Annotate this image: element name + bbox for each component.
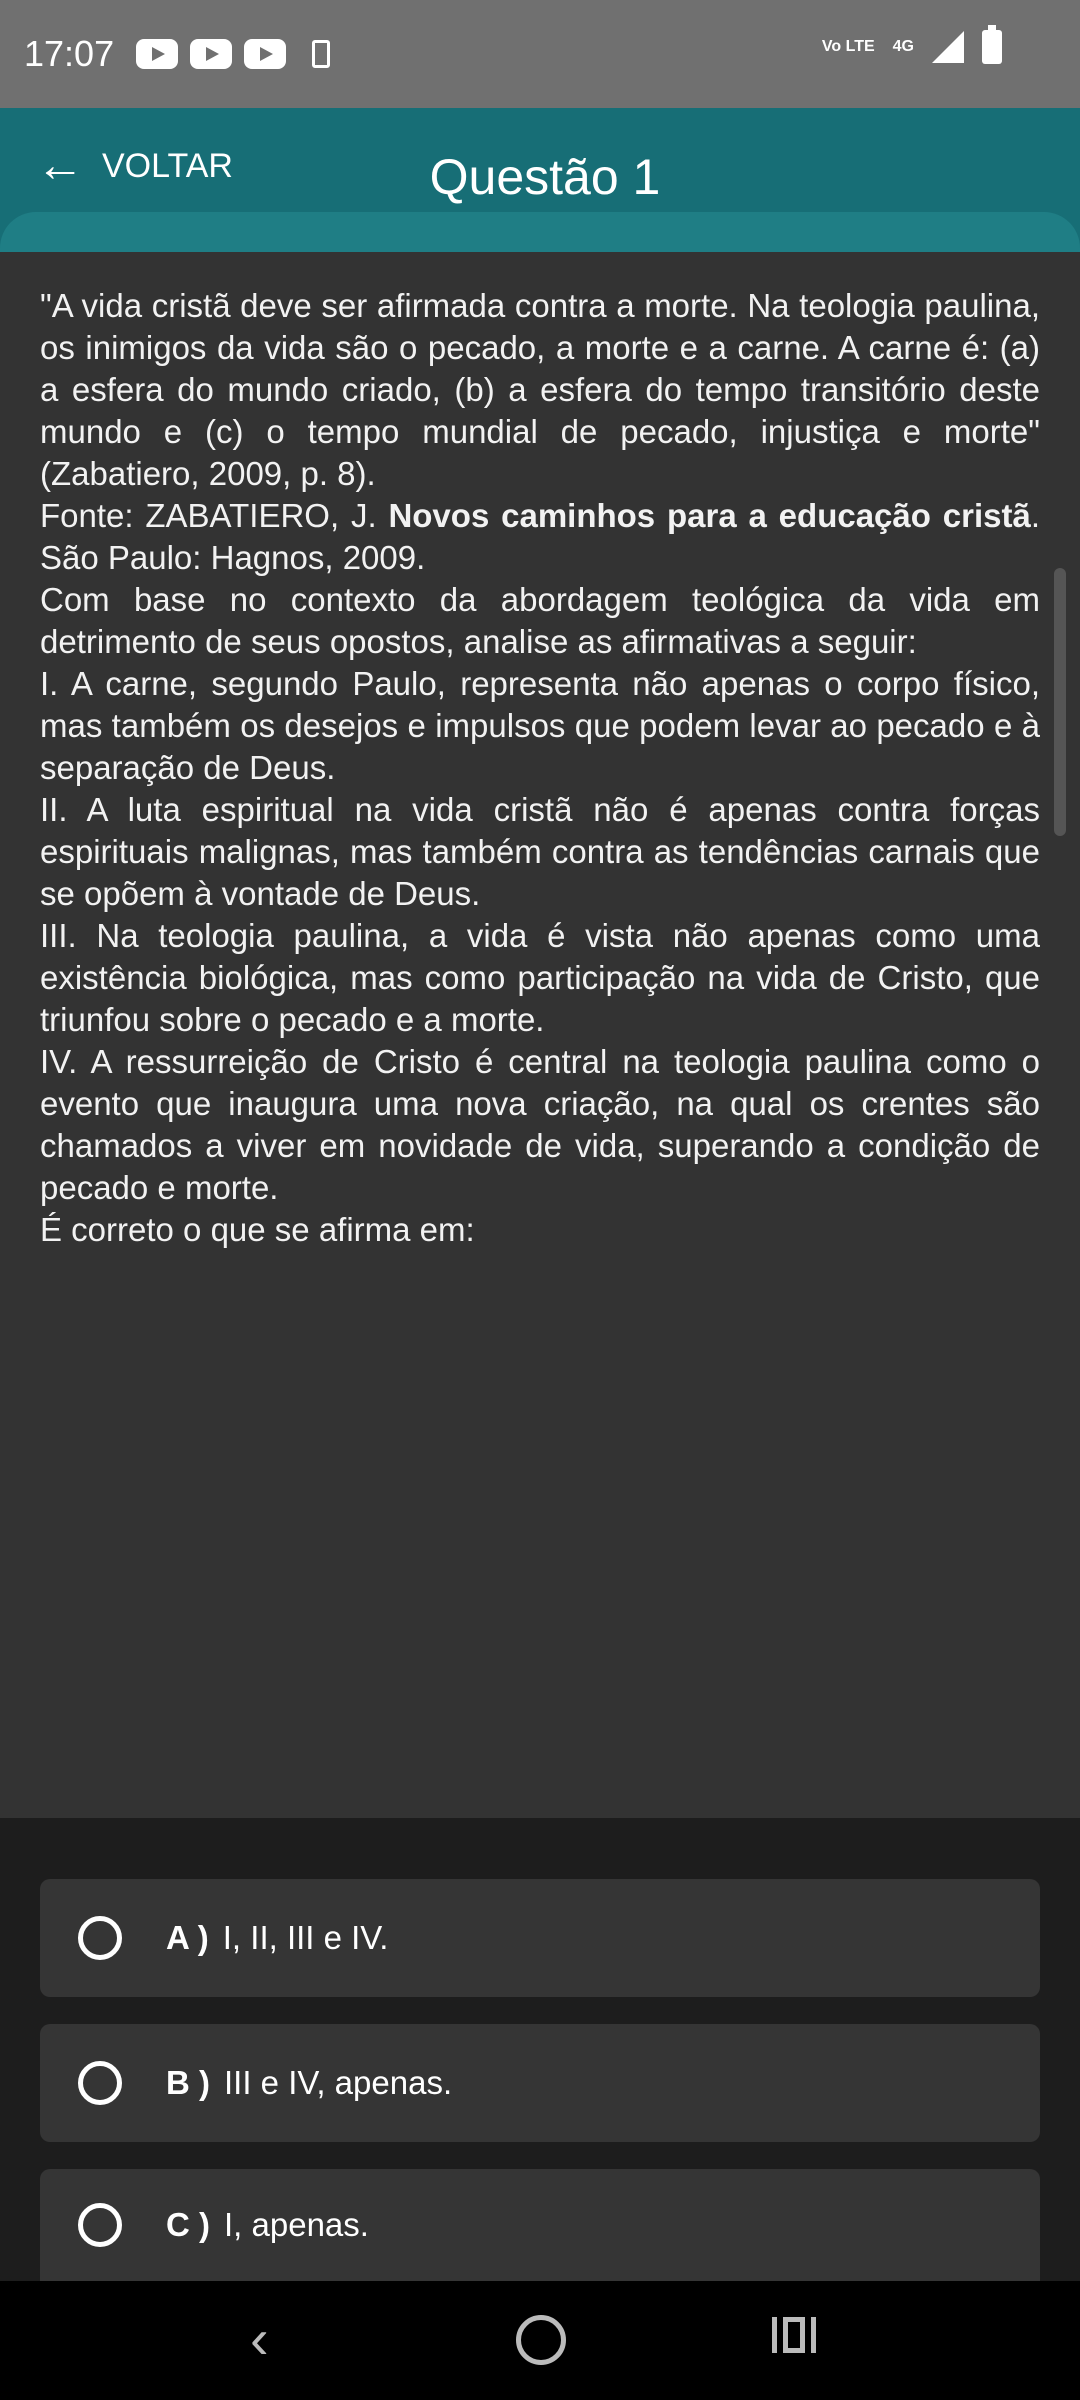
scrollbar[interactable] (1054, 568, 1066, 836)
question-prompt: É correto o que se afirma em: (40, 1211, 475, 1248)
back-label: VOLTAR (102, 146, 233, 185)
header-curve (0, 212, 1080, 252)
source-title: Novos caminhos para a educação cristã (388, 497, 1031, 534)
youtube-notification-icon (244, 39, 286, 69)
option-text: III e IV, apenas. (224, 2064, 453, 2101)
arrow-left-icon: ← (36, 139, 84, 192)
affirmative-4: IV. A ressurreição de Cristo é central na teologia paulina como o evento que inaugura uma nova criação, na qual os crentes são chamados a viver em novidade de vida, superando a condição de pecado e morte. (40, 1043, 1040, 1206)
system-status-icons (822, 30, 1002, 64)
question-source (40, 495, 1040, 579)
option-text: I, apenas. (224, 2206, 369, 2243)
radio-icon[interactable] (78, 1916, 122, 1960)
nav-back-icon[interactable]: ‹ (250, 2307, 269, 2370)
question-context: Com base no contexto da abordagem teológica da vida em detrimento de seus opostos, analise as afirmativas a seguir: (40, 581, 1040, 660)
network-type: 4G (892, 38, 914, 55)
source-prefix: Fonte: ZABATIERO, J. (40, 497, 389, 534)
question-content (40, 285, 1040, 1251)
page-title: Questão 1 (429, 149, 661, 205)
youtube-notification-icon (136, 39, 178, 69)
affirmative-2: II. A luta espiritual na vida cristã não é apenas contra forças espirituais malignas, mas também contra as tendências carnais que se opõem à vontade de Deus. (40, 791, 1040, 912)
status-time: 17:07 (24, 33, 115, 74)
radio-icon[interactable] (78, 2203, 122, 2247)
volte-indicator: Vo LTE (821, 38, 875, 55)
nav-recents-icon[interactable] (772, 2313, 816, 2357)
option-letter: B ) (166, 2064, 210, 2101)
option-b[interactable] (40, 2024, 1040, 2142)
option-text: I, II, III e IV. (222, 1919, 389, 1956)
question-quote: "A vida cristã deve ser afirmada contra a morte. Na teologia paulina, os inimigos da vida são o pecado, a morte e a carne. A carne é: (a) a esfera do mundo criado, (b) a esfera do tempo transitório deste mundo e (c) o tempo mundial de pecado, injustiça e morte" (Zabatiero, 2009, p. 8). (40, 287, 1040, 492)
option-c[interactable] (40, 2169, 1040, 2281)
source-suffix: . São Paulo: Hagnos, 2009. (40, 497, 1040, 576)
option-letter: A ) (166, 1919, 209, 1956)
nav-home-icon[interactable] (516, 2315, 566, 2365)
affirmative-1: I. A carne, segundo Paulo, representa não apenas o corpo físico, mas também os desejos e impulsos que podem levar ao pecado e à separação de Deus. (40, 665, 1040, 786)
option-a[interactable] (40, 1879, 1040, 1997)
affirmative-3: III. Na teologia paulina, a vida é vista não apenas como uma existência biológica, mas como participação na vida de Cristo, que triunfou sobre o pecado e a morte. (40, 917, 1040, 1038)
system-nav-bar (0, 2281, 1080, 2400)
youtube-notification-icon (190, 39, 232, 69)
status-bar (0, 0, 1080, 108)
notification-icons (136, 39, 330, 69)
radio-icon[interactable] (78, 2061, 122, 2105)
clipboard-notification-icon (312, 40, 330, 68)
signal-icon (932, 31, 964, 63)
option-letter: C ) (166, 2206, 210, 2243)
battery-icon (982, 30, 1002, 64)
